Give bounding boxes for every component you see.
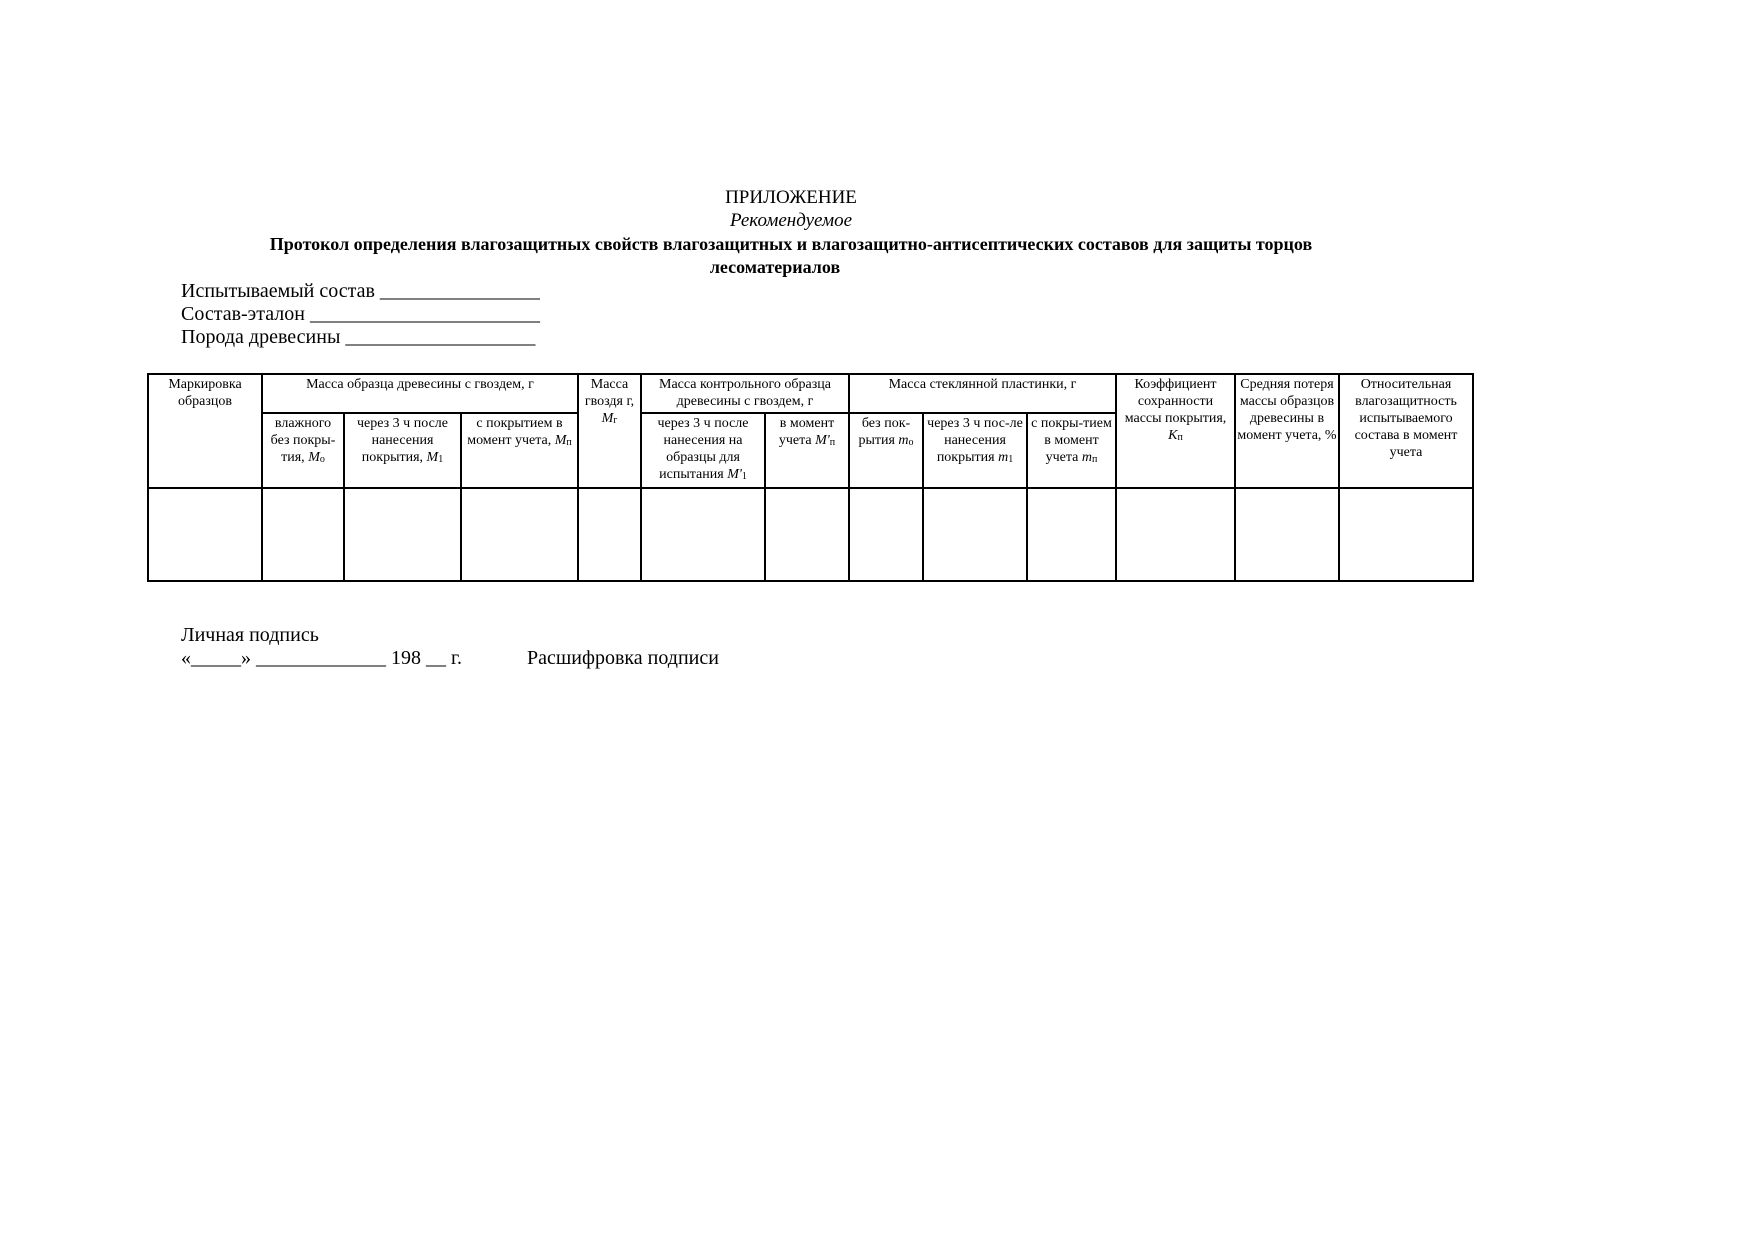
wood-species-field: Порода древесины ___________________ [181, 326, 536, 348]
col-glass-3h: через 3 ч пос-ле нанесения покрытия $m_1$ [923, 413, 1027, 488]
table-cell [344, 488, 461, 581]
group-glass-mass: Масса стеклянной пластинки, г [849, 374, 1116, 413]
table-cell [641, 488, 765, 581]
col-control-3h: через 3 ч после нанесения на образцы для испытания $M'_1$ [641, 413, 765, 488]
col-control-moment: в момент учета $M'_п$ [765, 413, 849, 488]
group-control-mass: Масса контрольного образца древесины с гвоздем, г [641, 374, 849, 413]
reference-composition-field: Состав-эталон _______________________ [181, 303, 540, 325]
appendix-heading: ПРИЛОЖЕНИЕ [725, 187, 857, 208]
col-average-loss: Средняя потеря массы образцов древесины в момент учета, % [1235, 374, 1339, 488]
col-glass-moment: с покры-тием в момент учета $m_п$ [1027, 413, 1116, 488]
col-marking: Маркировка образцов [148, 374, 262, 488]
table-cell [1027, 488, 1116, 581]
col-glass-bare: без пок-рытия $m_о$ [849, 413, 923, 488]
table-cell [262, 488, 344, 581]
col-wood-wet: влажного без покры-тия, $M_о$ [262, 413, 344, 488]
table-cell [765, 488, 849, 581]
table-cell [1235, 488, 1339, 581]
personal-signature-label: Личная подпись [181, 624, 319, 646]
protocol-title-line1: Протокол определения влагозащитных свойств влагозащитных и влагозащитно-антисептических составов для защиты торцов [269, 234, 1313, 254]
table-row [148, 488, 1473, 581]
protocol-title-line2: лесоматериалов [709, 257, 841, 277]
table-cell [1116, 488, 1235, 581]
table-cell [578, 488, 641, 581]
date-line: «_____» _____________ 198 __ г. [181, 647, 462, 669]
col-wood-3h: через 3 ч после нанесения покрытия, $M_1$ [344, 413, 461, 488]
col-wood-moment: с покрытием в момент учета, $M_п$ [461, 413, 578, 488]
recommended-label: Рекомендуемое [729, 210, 853, 231]
col-relative-protection: Относительная влагозащитность испытываемого состава в момент учета [1339, 374, 1473, 488]
table-cell [148, 488, 262, 581]
protocol-table [147, 373, 1474, 582]
group-wood-mass: Масса образца древесины с гвоздем, г [262, 374, 578, 413]
col-coefficient: Коэффициент сохранности массы покрытия, $K_п$ [1116, 374, 1235, 488]
table-cell [849, 488, 923, 581]
table-cell [461, 488, 578, 581]
tested-composition-field: Испытываемый состав ________________ [181, 280, 540, 302]
table-cell [923, 488, 1027, 581]
signature-decoding-label: Расшифровка подписи [527, 647, 719, 669]
table-cell [1339, 488, 1473, 581]
col-nail-mass: Масса гвоздя г, $M_г$ [578, 374, 641, 488]
